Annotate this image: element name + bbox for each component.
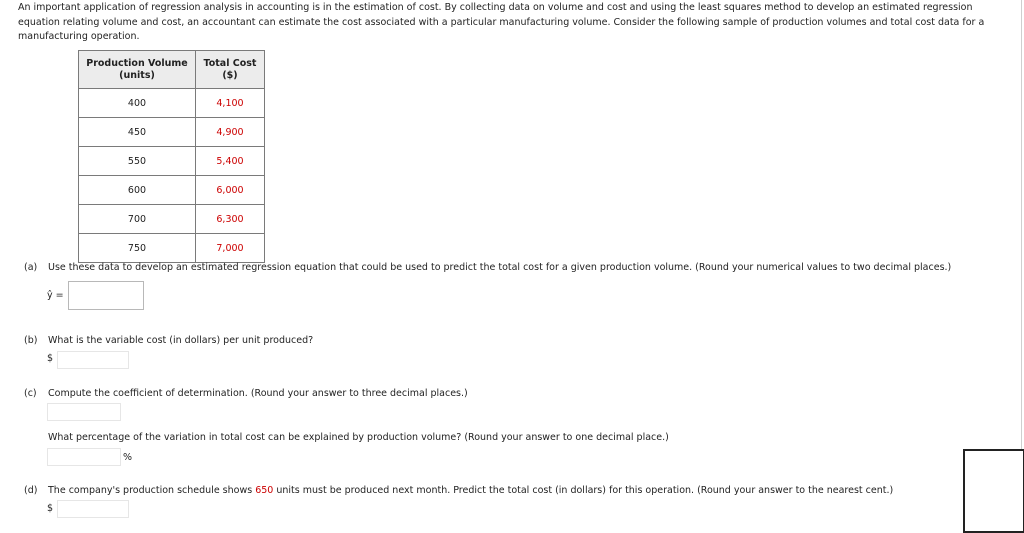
part-c-label: (c): [24, 388, 37, 399]
table-row: [79, 147, 265, 176]
part-b-label: (b): [24, 335, 38, 346]
header-production-volume: Production Volume (units): [79, 51, 196, 89]
part-a-question: [24, 262, 951, 273]
coefficient-of-determination-input[interactable]: [47, 403, 121, 421]
dollar-sign-d: $: [47, 503, 54, 514]
part-d-label: (d): [24, 485, 38, 496]
cost-cell: 6,300: [196, 205, 265, 234]
volume-cell: 600: [79, 176, 196, 205]
part-d-text-before: The company's production schedule shows: [48, 485, 256, 496]
cost-cell: 4,100: [196, 89, 265, 118]
dollar-sign: $: [47, 353, 54, 364]
yhat-symbol: ŷ =: [47, 290, 64, 301]
part-d-question: [24, 485, 893, 496]
volume-cell: 700: [79, 205, 196, 234]
part-b-text: What is the variable cost (in dollars) per unit produced?: [48, 335, 314, 346]
intro-paragraph: An important application of regression analysis in accounting is in the estimation of cost. By collecting data on volume and cost and using the least squares method to develop an estimated regression equation relating volume and cost, an accountant can estimate the cost associated with a particular manufacturing volume. Consider the following sample of production volumes and total cost data for a manufacturing operation.: [18, 2, 985, 42]
data-table: [78, 50, 265, 263]
part-b-question: [24, 335, 313, 346]
part-c-question: [24, 388, 468, 399]
side-widget-box[interactable]: [963, 449, 1024, 533]
volume-cell: 750: [79, 234, 196, 263]
part-a-text: Use these data to develop an estimated regression equation that could be used to predict the total cost for a given production volume. (Round your numerical values to two decimal places.): [48, 262, 952, 273]
percentage-input[interactable]: [47, 448, 121, 466]
part-c-text: Compute the coefficient of determination. (Round your answer to three decimal places.): [48, 388, 468, 399]
variable-cost-input[interactable]: [57, 351, 129, 369]
table-row: [79, 89, 265, 118]
percent-sign: %: [123, 452, 133, 463]
volume-cell: 450: [79, 118, 196, 147]
table-row: [79, 176, 265, 205]
table-row: [79, 234, 265, 263]
cost-cell: 5,400: [196, 147, 265, 176]
cost-cell: 7,000: [196, 234, 265, 263]
cost-cell: 6,000: [196, 176, 265, 205]
volume-cell: 400: [79, 89, 196, 118]
header-total-cost: Total Cost ($): [196, 51, 265, 89]
regression-equation-input[interactable]: [68, 281, 144, 310]
volume-cell: 550: [79, 147, 196, 176]
predicted-cost-input[interactable]: [57, 500, 129, 518]
cost-cell: 4,900: [196, 118, 265, 147]
part-d-text-after: units must be produced next month. Predict the total cost (in dollars) for this operation. (Round your answer to the nearest cent.): [273, 485, 894, 496]
part-a-label: (a): [24, 262, 38, 273]
table-row: [79, 205, 265, 234]
part-c-question-2: What percentage of the variation in total cost can be explained by production volume? (Round your answer to one decimal place.): [48, 432, 669, 443]
part-d-units: 650: [255, 485, 274, 496]
table-row: [79, 118, 265, 147]
